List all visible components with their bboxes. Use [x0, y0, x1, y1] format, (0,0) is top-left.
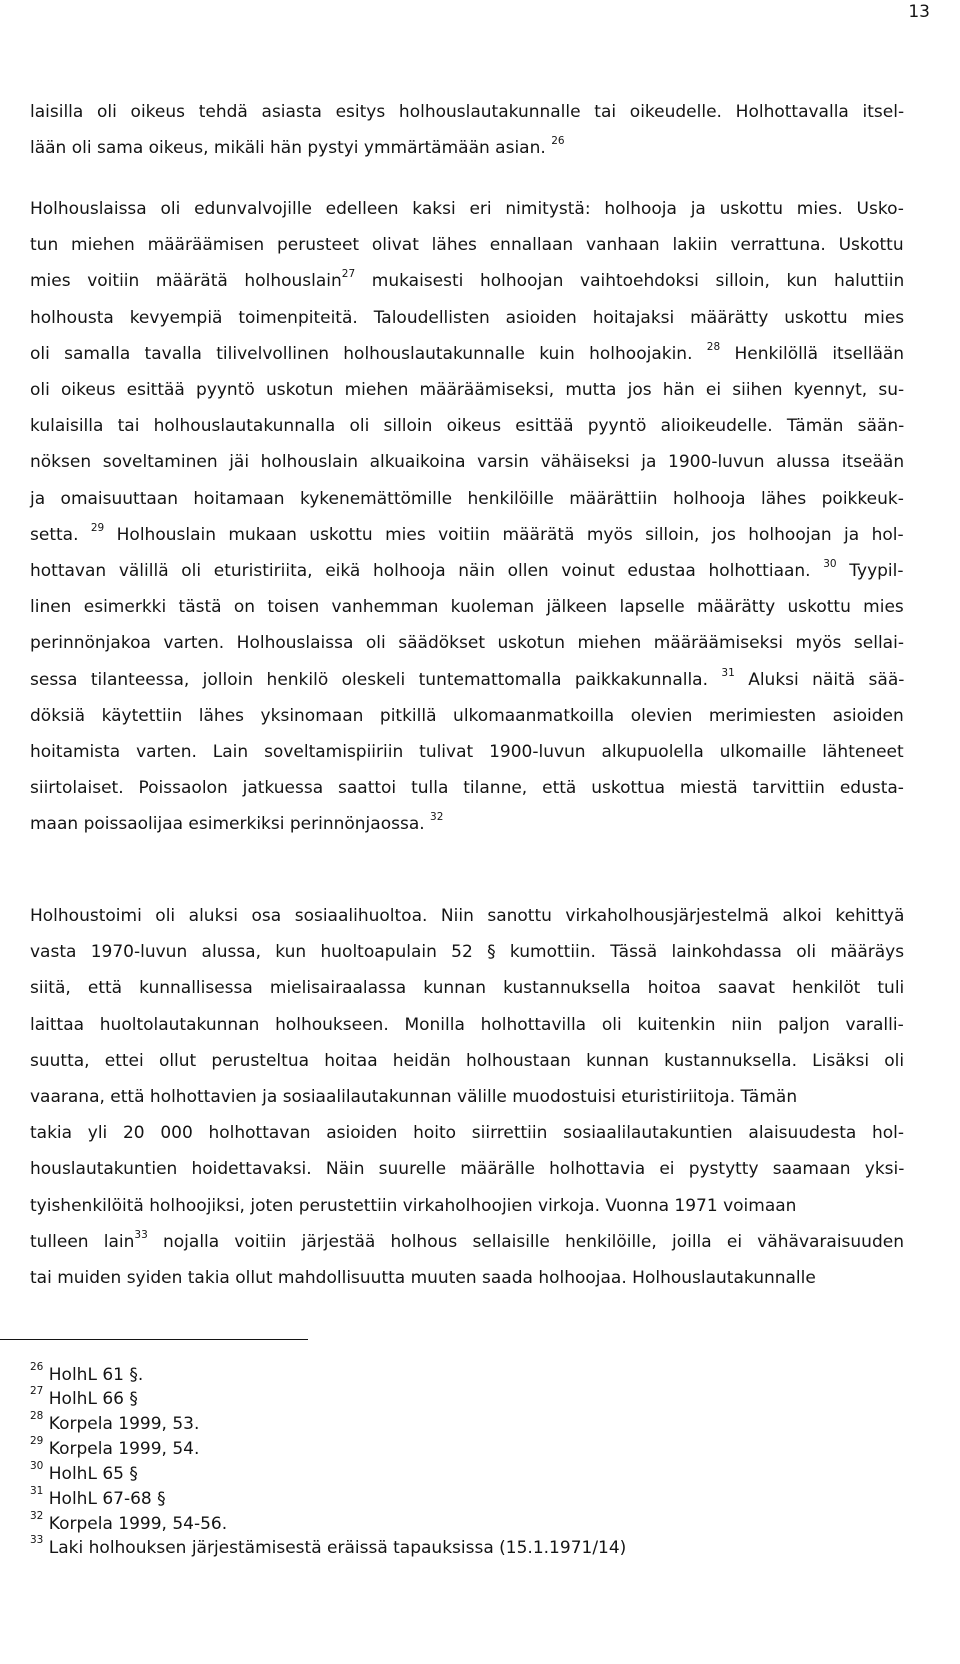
footnote-number: 32: [30, 1510, 44, 1522]
text-line: [30, 520, 904, 550]
footnote-ref: 32: [430, 811, 444, 824]
text-segment: perinnönjakoa varten. Holhouslaissa oli säädökset uskotun miehen määräämiseksi myös sellai-: [30, 633, 904, 654]
text-line: [30, 1046, 904, 1076]
text-line: [30, 628, 904, 658]
text-segment: hottavan välillä oli eturistiriita, eikä holhooja näin ollen voinut edustaa holhottiaan.: [30, 561, 824, 581]
text-segment: tun miehen määräämisen perusteet olivat lähes ennallaan vanhaan lakiin verrattuna. Uskottu: [30, 235, 904, 256]
text-line: [30, 1191, 796, 1221]
text-segment: laittaa huoltolautakunnan holhoukseen. Monilla holhottavilla oli kuitenkin niin paljon varalli-: [30, 1014, 904, 1035]
footnote-text: Korpela 1999, 53.: [43, 1414, 200, 1434]
footnote-ref: 33: [134, 1228, 148, 1241]
text-segment: suutta, ettei ollut perusteltua hoitaa heidän holhoustaan kunnan kustannuksella. Lisäksi oli: [30, 1050, 905, 1071]
footnote-number: 28: [30, 1410, 44, 1422]
text-segment: siirtolaiset. Poissaolon jatkuessa saattoi tulla tilanne, että uskottua miestä tarvittiin edusta-: [30, 778, 904, 799]
text-line: [30, 303, 904, 333]
footnote-text: Korpela 1999, 54-56.: [43, 1514, 228, 1534]
footnote-ref: 27: [341, 268, 356, 281]
text-line: [30, 447, 904, 477]
text-line: [30, 1154, 904, 1184]
footnote-item: [30, 1437, 199, 1461]
footnote-ref: 30: [823, 558, 837, 570]
text-segment: hoitamista varten. Lain soveltamispiiriin tulivat 1900-luvun alkupuolella ulkomaille lähteneet: [30, 742, 904, 762]
text-segment: Holhouslain mukaan uskottu mies voitiin määrätä myös silloin, jos holhoojan ja hol-: [104, 524, 904, 545]
text-line: [30, 97, 904, 127]
text-segment: Holhouslaissa oli edunvalvojille edelleen kaksi eri nimitystä: holhooja ja uskottu mies. Usko-: [30, 199, 904, 219]
footnote-separator: [0, 1339, 308, 1340]
text-line: [30, 375, 904, 405]
text-segment: takia yli 20 000 holhottavan asioiden hoito siirrettiin sosiaalilautakuntien alaisuudesta hol-: [30, 1123, 905, 1144]
text-segment: ja omaisuuttaan hoitamaan kykenemättömille henkilöille määrättiin holhooja lähes poikkeuk-: [30, 488, 904, 509]
text-line: [30, 266, 904, 296]
text-segment: Aluksi näitä sää-: [734, 669, 905, 690]
text-segment: döksiä käytettiin lähes yksinomaan pitkillä ulkomaanmatkoilla olevien merimiesten asioiden: [30, 705, 904, 726]
text-line: [30, 701, 904, 731]
text-line: [30, 230, 904, 260]
footnote-item: [30, 1462, 138, 1486]
text-segment: vaarana, että holhottavien ja sosiaalilautakunnan välille muodostuisi eturistiriitoja. Tämän: [30, 1087, 798, 1107]
footnote-text: Korpela 1999, 54.: [43, 1439, 200, 1459]
text-segment: oli oikeus esittää pyyntö uskotun miehen määräämiseksi, mutta jos hän ei siihen kyennyt, su-: [30, 380, 905, 400]
text-segment: tyishenkilöitä holhoojiksi, joten perustettiin virkaholhoojien virkoja. Vuonna 1971 voimaan: [30, 1195, 797, 1216]
footnote-number: 30: [30, 1460, 44, 1472]
footnote-ref: 31: [721, 666, 735, 679]
text-line: [30, 411, 904, 441]
footnote-text: HolhL 61 §.: [43, 1365, 144, 1385]
footnote-text: HolhL 65 §: [43, 1464, 138, 1484]
text-segment: vasta 1970-luvun alussa, kun huoltoapulain 52 § kumottiin. Tässä lainkohdassa oli määräys: [30, 942, 905, 963]
text-line: [30, 1118, 904, 1148]
text-segment: laisilla oli oikeus tehdä asiasta esitys holhouslautakunnalle tai oikeudelle. Holhottavalla itsel-: [30, 102, 905, 122]
text-line: [30, 1082, 797, 1112]
footnote-item: [30, 1412, 199, 1436]
text-segment: tulleen lain: [30, 1231, 135, 1252]
footnote-item: [30, 1536, 626, 1560]
text-line: [30, 901, 904, 931]
text-segment: sessa tilanteessa, jolloin henkilö oleskeli tuntemattomalla paikkakunnalla.: [30, 669, 722, 690]
footnote-number: 33: [30, 1534, 44, 1546]
footnote-number: 31: [30, 1485, 44, 1497]
footnote-number: 29: [30, 1435, 44, 1447]
footnote-ref: 29: [90, 521, 105, 534]
footnote-text: HolhL 66 §: [43, 1389, 138, 1409]
footnote-item: [30, 1512, 227, 1536]
text-segment: kulaisilla tai holhouslautakunnalla oli silloin oikeus esittää pyyntö alioikeudelle. Tämän sään-: [30, 416, 905, 437]
text-segment: Holhoustoimi oli aluksi osa sosiaalihuoltoa. Niin sanottu virkaholhousjärjestelmä alkoi kehittyä: [30, 906, 905, 926]
footnote-item: [30, 1363, 143, 1387]
footnote-ref: 28: [706, 340, 721, 353]
text-segment: houslautakuntien hoidettavaksi. Näin suurelle määrälle holhottavia ei pystytty saamaan yksi-: [30, 1159, 905, 1180]
text-line: [30, 592, 904, 622]
footnote-number: 26: [30, 1361, 44, 1373]
text-line: [30, 339, 904, 369]
text-segment: nojalla voitiin järjestää holhous sellaisille henkilöille, joilla ei vähävaraisuuden: [147, 1231, 904, 1252]
text-line: [30, 1010, 904, 1040]
text-segment: mukaisesti holhoojan vaihtoehdoksi silloin, kun haluttiin: [355, 271, 905, 292]
text-line: [30, 773, 904, 803]
text-line: [30, 133, 565, 163]
text-line: [30, 194, 904, 224]
text-line: [30, 1227, 904, 1257]
text-segment: linen esimerkki tästä on toisen vanhemman kuoleman jälkeen lapselle määrätty uskottu mies: [30, 597, 904, 618]
text-line: [30, 809, 443, 839]
footnote-text: Laki holhouksen järjestämisestä eräissä tapauksissa (15.1.1971/14): [43, 1538, 627, 1558]
footnote-text: HolhL 67-68 §: [43, 1489, 166, 1509]
text-line: [30, 665, 904, 695]
footnote-item: [30, 1487, 166, 1511]
text-line: [30, 556, 904, 586]
footnote-ref: 26: [551, 135, 565, 148]
text-segment: siitä, että kunnallisessa mielisairaalassa kunnan kustannuksella hoitoa saavat henkilöt tuli: [30, 978, 905, 999]
text-segment: tai muiden syiden takia ollut mahdollisuutta muuten saada holhoojaa. Holhouslautakunnalle: [30, 1268, 816, 1288]
footnote-number: 27: [30, 1385, 44, 1397]
text-line: [30, 737, 904, 767]
text-line: [30, 973, 904, 1003]
text-line: [30, 937, 904, 967]
text-line: [30, 1263, 816, 1293]
text-segment: Tyypil-: [836, 561, 904, 581]
text-segment: setta.: [30, 524, 91, 545]
page-number: 13: [908, 2, 930, 22]
text-line: [30, 484, 904, 514]
text-segment: mies voitiin määrätä holhouslain: [30, 271, 342, 292]
text-segment: holhousta kevyempiä toimenpiteitä. Taloudellisten asioiden hoitajaksi määrätty uskottu mies: [30, 307, 905, 328]
text-segment: maan poissaolijaa esimerkiksi perinnönjaossa.: [30, 814, 431, 835]
text-segment: lään oli sama oikeus, mikäli hän pystyi ymmärtämään asian.: [30, 138, 552, 159]
text-segment: Henkilöllä itsellään: [720, 343, 905, 364]
text-segment: oli samalla tavalla tilivelvollinen holhouslautakunnalle kuin holhoojakin.: [30, 343, 707, 364]
footnote-item: [30, 1387, 138, 1411]
text-segment: nöksen soveltaminen jäi holhouslain alkuaikoina varsin vähäiseksi ja 1900-luvun alussa itseään: [30, 452, 905, 473]
